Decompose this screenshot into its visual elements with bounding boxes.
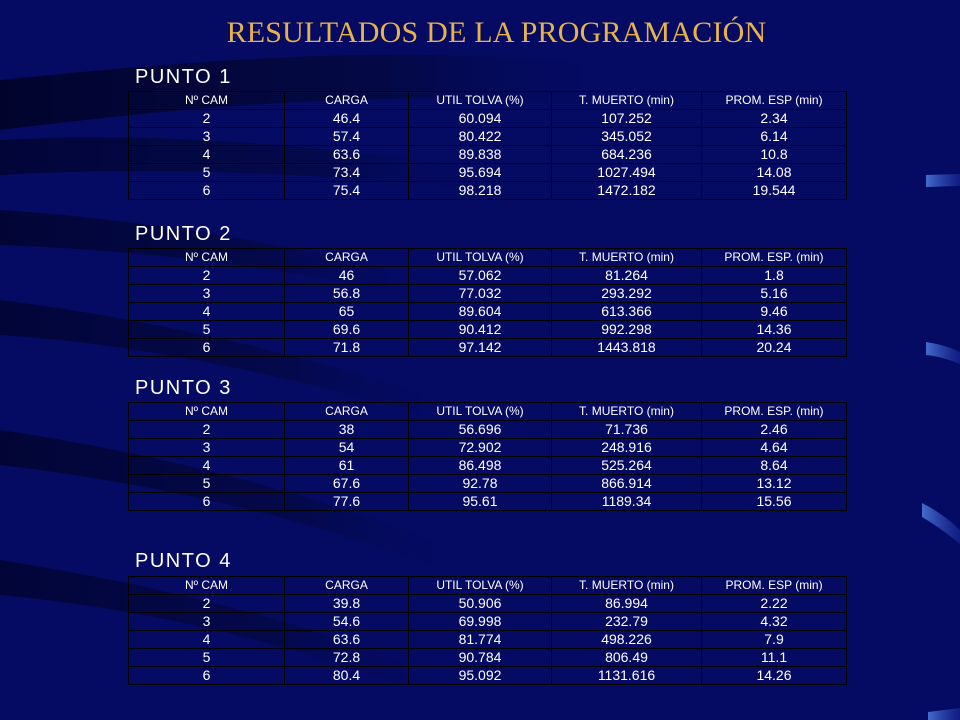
table-cell: 613.366 [552, 303, 702, 321]
table-cell: 2.34 [702, 110, 847, 128]
table-row [129, 439, 847, 457]
table-cell: 7.9 [702, 631, 847, 649]
table-cell: 80.4 [285, 667, 409, 685]
table-cell: 6 [129, 182, 285, 200]
table-cell: 57.4 [285, 128, 409, 146]
table-cell: 72.902 [409, 439, 552, 457]
table-cell: 2 [129, 421, 285, 439]
table-cell: 4 [129, 146, 285, 164]
table-cell: 1189.34 [552, 493, 702, 511]
table-row [129, 631, 847, 649]
table-cell: 4 [129, 457, 285, 475]
section-label-punto-3: PUNTO 3 [135, 377, 232, 399]
section-label-punto-2: PUNTO 2 [135, 223, 232, 245]
header-cell: PROM. ESP (min) [702, 577, 847, 595]
table-row [129, 267, 847, 285]
table-cell: 9.46 [702, 303, 847, 321]
table-cell: 54 [285, 439, 409, 457]
table-cell: 10.8 [702, 146, 847, 164]
table-cell: 498.226 [552, 631, 702, 649]
table-cell: 81.264 [552, 267, 702, 285]
table-header-row [129, 403, 847, 421]
table-row [129, 493, 847, 511]
table-cell: 14.36 [702, 321, 847, 339]
table-row [129, 613, 847, 631]
header-cell: CARGA [285, 403, 409, 421]
table-cell: 39.8 [285, 595, 409, 613]
table-cell: 75.4 [285, 182, 409, 200]
results-table-punto-1 [128, 91, 847, 200]
page-title: RESULTADOS DE LA PROGRAMACIÓN [226, 16, 767, 49]
section-label-punto-1: PUNTO 1 [135, 66, 232, 88]
section-label-punto-4: PUNTO 4 [135, 550, 232, 572]
table-cell: 95.694 [409, 164, 552, 182]
header-cell: T. MUERTO (min) [552, 403, 702, 421]
header-cell: Nº CAM [129, 92, 285, 110]
header-cell: CARGA [285, 92, 409, 110]
table-cell: 86.994 [552, 595, 702, 613]
table-cell: 866.914 [552, 475, 702, 493]
table-row [129, 457, 847, 475]
table-cell: 65 [285, 303, 409, 321]
table-cell: 3 [129, 285, 285, 303]
table-cell: 684.236 [552, 146, 702, 164]
table-cell: 77.6 [285, 493, 409, 511]
table-cell: 13.12 [702, 475, 847, 493]
table-cell: 5 [129, 475, 285, 493]
header-cell: PROM. ESP (min) [702, 92, 847, 110]
table-cell: 80.422 [409, 128, 552, 146]
header-cell: T. MUERTO (min) [552, 577, 702, 595]
table-cell: 60.094 [409, 110, 552, 128]
table-header-row [129, 92, 847, 110]
table-cell: 6.14 [702, 128, 847, 146]
table-cell: 38 [285, 421, 409, 439]
table-cell: 46.4 [285, 110, 409, 128]
table-cell: 86.498 [409, 457, 552, 475]
table-cell: 97.142 [409, 339, 552, 357]
table-cell: 525.264 [552, 457, 702, 475]
table-cell: 92.78 [409, 475, 552, 493]
table-cell: 14.08 [702, 164, 847, 182]
table-cell: 4 [129, 631, 285, 649]
table-cell: 54.6 [285, 613, 409, 631]
header-cell: UTIL TOLVA (%) [409, 577, 552, 595]
table-cell: 2 [129, 110, 285, 128]
table-cell: 61 [285, 457, 409, 475]
table-cell: 19.544 [702, 182, 847, 200]
table-cell: 71.8 [285, 339, 409, 357]
table-cell: 98.218 [409, 182, 552, 200]
table-cell: 293.292 [552, 285, 702, 303]
table-cell: 95.61 [409, 493, 552, 511]
table-cell: 71.736 [552, 421, 702, 439]
table-cell: 72.8 [285, 649, 409, 667]
table-cell: 8.64 [702, 457, 847, 475]
table-cell: 95.092 [409, 667, 552, 685]
table-cell: 15.56 [702, 493, 847, 511]
table-cell: 4.32 [702, 613, 847, 631]
header-cell: Nº CAM [129, 249, 285, 267]
header-cell: UTIL TOLVA (%) [409, 92, 552, 110]
table-cell: 2 [129, 267, 285, 285]
header-cell: PROM. ESP. (min) [702, 249, 847, 267]
table-cell: 3 [129, 128, 285, 146]
table-cell: 6 [129, 339, 285, 357]
table-row [129, 321, 847, 339]
table-cell: 56.8 [285, 285, 409, 303]
table-cell: 50.906 [409, 595, 552, 613]
table-cell: 46 [285, 267, 409, 285]
table-cell: 63.6 [285, 631, 409, 649]
table-cell: 69.998 [409, 613, 552, 631]
header-cell: CARGA [285, 577, 409, 595]
table-row [129, 303, 847, 321]
table-cell: 81.774 [409, 631, 552, 649]
table-cell: 77.032 [409, 285, 552, 303]
table-cell: 1027.494 [552, 164, 702, 182]
header-cell: Nº CAM [129, 403, 285, 421]
table-cell: 992.298 [552, 321, 702, 339]
table-cell: 345.052 [552, 128, 702, 146]
results-table-punto-3 [128, 402, 847, 511]
table-cell: 14.26 [702, 667, 847, 685]
table-cell: 2 [129, 595, 285, 613]
table-cell: 90.784 [409, 649, 552, 667]
table-cell: 20.24 [702, 339, 847, 357]
table-cell: 90.412 [409, 321, 552, 339]
header-cell: CARGA [285, 249, 409, 267]
table-header-row [129, 577, 847, 595]
table-row [129, 421, 847, 439]
results-table-punto-2 [128, 248, 847, 357]
table-cell: 2.22 [702, 595, 847, 613]
table-cell: 89.604 [409, 303, 552, 321]
table-cell: 232.79 [552, 613, 702, 631]
table-cell: 3 [129, 439, 285, 457]
table-row [129, 595, 847, 613]
table-row [129, 339, 847, 357]
table-cell: 4 [129, 303, 285, 321]
header-cell: UTIL TOLVA (%) [409, 403, 552, 421]
table-cell: 69.6 [285, 321, 409, 339]
table-cell: 5.16 [702, 285, 847, 303]
table-row [129, 182, 847, 200]
table-cell: 67.6 [285, 475, 409, 493]
table-cell: 63.6 [285, 146, 409, 164]
table-cell: 248.916 [552, 439, 702, 457]
table-cell: 73.4 [285, 164, 409, 182]
results-table-punto-4 [128, 576, 847, 685]
table-row [129, 475, 847, 493]
table-cell: 3 [129, 613, 285, 631]
table-cell: 1472.182 [552, 182, 702, 200]
table-cell: 806.49 [552, 649, 702, 667]
table-cell: 107.252 [552, 110, 702, 128]
table-cell: 2.46 [702, 421, 847, 439]
table-row [129, 164, 847, 182]
table-header-row [129, 249, 847, 267]
header-cell: UTIL TOLVA (%) [409, 249, 552, 267]
table-cell: 1131.616 [552, 667, 702, 685]
table-cell: 5 [129, 164, 285, 182]
table-cell: 1.8 [702, 267, 847, 285]
table-row [129, 128, 847, 146]
header-cell: T. MUERTO (min) [552, 249, 702, 267]
table-row [129, 667, 847, 685]
table-row [129, 146, 847, 164]
header-cell: Nº CAM [129, 577, 285, 595]
table-cell: 56.696 [409, 421, 552, 439]
table-row [129, 285, 847, 303]
table-cell: 89.838 [409, 146, 552, 164]
table-cell: 5 [129, 321, 285, 339]
table-row [129, 110, 847, 128]
table-cell: 11.1 [702, 649, 847, 667]
table-row [129, 649, 847, 667]
header-cell: T. MUERTO (min) [552, 92, 702, 110]
header-cell: PROM. ESP. (min) [702, 403, 847, 421]
table-cell: 1443.818 [552, 339, 702, 357]
table-cell: 57.062 [409, 267, 552, 285]
table-cell: 6 [129, 493, 285, 511]
table-cell: 4.64 [702, 439, 847, 457]
table-cell: 5 [129, 649, 285, 667]
table-cell: 6 [129, 667, 285, 685]
